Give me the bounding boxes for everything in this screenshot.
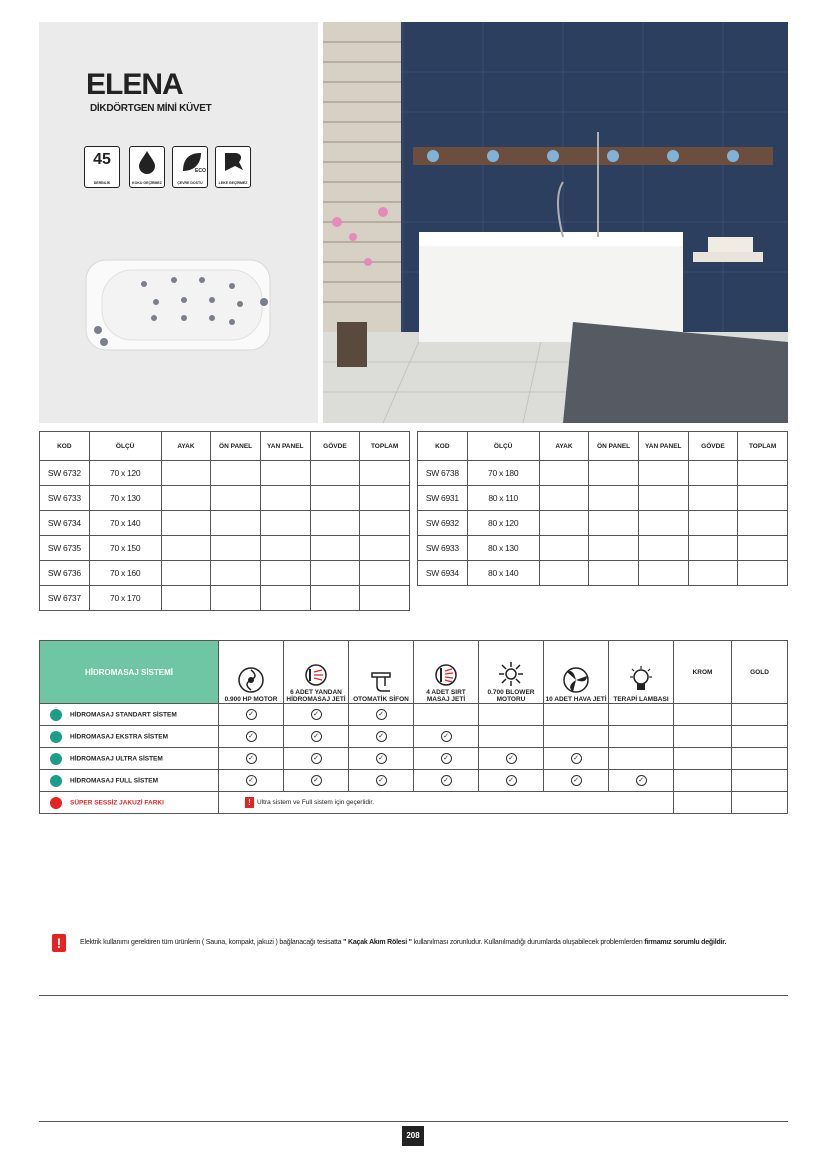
status-dot-icon <box>50 753 62 765</box>
status-dot-icon <box>50 731 62 743</box>
header-yan-panel: YAN PANEL <box>260 432 310 461</box>
header-ayak: AYAK <box>539 432 589 461</box>
status-dot-icon <box>50 709 62 721</box>
depth-45-icon: 45 DERİNLİK <box>84 146 120 188</box>
table-row <box>40 561 410 586</box>
sku-code: SW 6738 <box>418 461 468 486</box>
blower-label: 0.700 BLOWER MOTORU <box>487 689 535 703</box>
bathroom-room-photo <box>323 22 788 423</box>
check-icon: ✓ <box>636 775 647 786</box>
check-icon: ✓ <box>441 775 452 786</box>
hydromassage-table <box>39 640 788 814</box>
table-row <box>40 586 410 611</box>
table-row <box>40 511 410 536</box>
sku-code: SW 6732 <box>40 461 90 486</box>
table-row <box>40 486 410 511</box>
check-icon: ✓ <box>376 775 387 786</box>
header-krom: KROM <box>674 641 732 704</box>
page-number: 208 <box>402 1126 424 1146</box>
sku-code: SW 6931 <box>418 486 468 511</box>
sku-code: SW 6934 <box>418 561 468 586</box>
sku-size: 70 x 120 <box>89 461 161 486</box>
table-row <box>40 726 788 748</box>
hydro-title: HİDROMASAJ SİSTEMİ <box>40 641 219 704</box>
check-icon: ✓ <box>311 775 322 786</box>
sku-size: 80 x 110 <box>467 486 539 511</box>
check-icon: ✓ <box>376 753 387 764</box>
warning-icon: ! <box>52 934 66 952</box>
divider <box>39 995 788 996</box>
drop-icon: KOKU GEÇİRMEZ <box>129 146 165 188</box>
header-on-panel: ÖN PANEL <box>211 432 261 461</box>
sku-code: SW 6733 <box>40 486 90 511</box>
header-on-panel: ÖN PANEL <box>589 432 639 461</box>
table-row <box>418 511 788 536</box>
sku-size: 70 x 150 <box>89 536 161 561</box>
sku-code: SW 6734 <box>40 511 90 536</box>
header-govde: GÖVDE <box>688 432 738 461</box>
sku-size: 80 x 130 <box>467 536 539 561</box>
table-row <box>40 748 788 770</box>
status-dot-icon <box>50 797 62 809</box>
check-icon: ✓ <box>246 709 257 720</box>
siphon-label: OTOMATİK SİFON <box>353 696 409 703</box>
table-header-row <box>40 432 410 461</box>
sku-table-left <box>39 431 410 611</box>
status-dot-icon <box>50 775 62 787</box>
table-row <box>418 486 788 511</box>
sku-size: 70 x 130 <box>89 486 161 511</box>
stain-icon: LEKE GEÇİRMEZ <box>215 146 251 188</box>
back-jet-icon <box>434 663 458 687</box>
check-icon: ✓ <box>246 731 257 742</box>
header-toplam: TOPLAM <box>738 432 788 461</box>
blower-icon <box>498 661 524 687</box>
motor-icon <box>237 666 265 694</box>
header-toplam: TOPLAM <box>360 432 410 461</box>
system-name: HİDROMASAJ STANDART SİSTEM <box>70 711 177 719</box>
check-icon: ✓ <box>506 753 517 764</box>
check-icon: ✓ <box>311 709 322 720</box>
sku-size: 80 x 140 <box>467 561 539 586</box>
check-icon: ✓ <box>441 753 452 764</box>
check-icon: ✓ <box>376 709 387 720</box>
side-jet-label: 6 ADET YANDAN HİDROMASAJ JETİ <box>286 689 346 703</box>
header-ayak: AYAK <box>161 432 211 461</box>
table-row <box>418 536 788 561</box>
header-olcu: ÖLÇÜ <box>89 432 161 461</box>
hydro-header-row <box>40 641 788 704</box>
system-name: HİDROMASAJ EKSTRA SİSTEM <box>70 733 168 741</box>
divider <box>39 1121 788 1122</box>
system-name: HİDROMASAJ ULTRA SİSTEM <box>70 755 163 763</box>
header-gold: GOLD <box>732 641 788 704</box>
sku-size: 70 x 170 <box>89 586 161 611</box>
check-icon: ✓ <box>376 731 387 742</box>
back-jet-label: 4 ADET SIRT MASAJ JETİ <box>426 689 466 703</box>
silent-note: Ultra sistem ve Full sistem için geçerlidir. <box>257 799 375 807</box>
side-jet-icon <box>304 663 328 687</box>
table-row <box>40 461 410 486</box>
svg-text:ECO: ECO <box>195 168 206 174</box>
check-icon: ✓ <box>311 731 322 742</box>
check-icon: ✓ <box>311 753 322 764</box>
sku-table-right <box>417 431 788 586</box>
header-govde: GÖVDE <box>310 432 360 461</box>
sku-size: 70 x 180 <box>467 461 539 486</box>
sku-code: SW 6933 <box>418 536 468 561</box>
sku-size: 70 x 140 <box>89 511 161 536</box>
sku-size: 80 x 120 <box>467 511 539 536</box>
product-subtitle: DİKDÖRTGEN MİNİ KÜVET <box>90 103 212 114</box>
therapy-lamp-label: TERAPİ LAMBASI <box>613 696 669 703</box>
header-kod: KOD <box>418 432 468 461</box>
motor-label: 0.900 HP MOTOR <box>224 696 278 703</box>
header-olcu: ÖLÇÜ <box>467 432 539 461</box>
air-jet-icon <box>561 666 591 694</box>
sku-code: SW 6737 <box>40 586 90 611</box>
table-row <box>40 770 788 792</box>
sku-code: SW 6736 <box>40 561 90 586</box>
table-header-row <box>418 432 788 461</box>
check-icon: ✓ <box>506 775 517 786</box>
check-icon: ✓ <box>246 753 257 764</box>
note-icon: ! <box>245 797 254 808</box>
warning-text: Elektrik kullanımı gerektiren tüm ürünlerin ( Sauna, kompakt, jakuzi ) bağlanacağı tesisatta " Kaçak Akım Rölesi " kullanılması zorunludur. Kullanılmadığı durumlarda oluşabilecek problemlerden firmamız sorumlu değildir. <box>80 939 727 946</box>
header-kod: KOD <box>40 432 90 461</box>
check-icon: ✓ <box>441 731 452 742</box>
check-icon: ✓ <box>571 753 582 764</box>
silent-name: SÜPER SESSİZ JAKUZİ FARKI <box>70 799 164 807</box>
table-row <box>40 704 788 726</box>
sku-size: 70 x 160 <box>89 561 161 586</box>
system-name: HİDROMASAJ FULL SİSTEM <box>70 777 158 785</box>
tub-product-photo <box>84 256 272 354</box>
product-title: ELENA <box>86 68 183 101</box>
leaf-icon: ECO ÇEVRE DOSTU <box>172 146 208 188</box>
table-row <box>40 792 788 814</box>
therapy-lamp-icon <box>628 666 654 694</box>
check-icon: ✓ <box>246 775 257 786</box>
sku-code: SW 6932 <box>418 511 468 536</box>
table-row <box>418 561 788 586</box>
check-icon: ✓ <box>571 775 582 786</box>
sku-code: SW 6735 <box>40 536 90 561</box>
header-yan-panel: YAN PANEL <box>638 432 688 461</box>
air-jet-label: 10 ADET HAVA JETİ <box>545 696 607 703</box>
table-row <box>418 461 788 486</box>
siphon-icon <box>369 670 393 694</box>
table-row <box>40 536 410 561</box>
